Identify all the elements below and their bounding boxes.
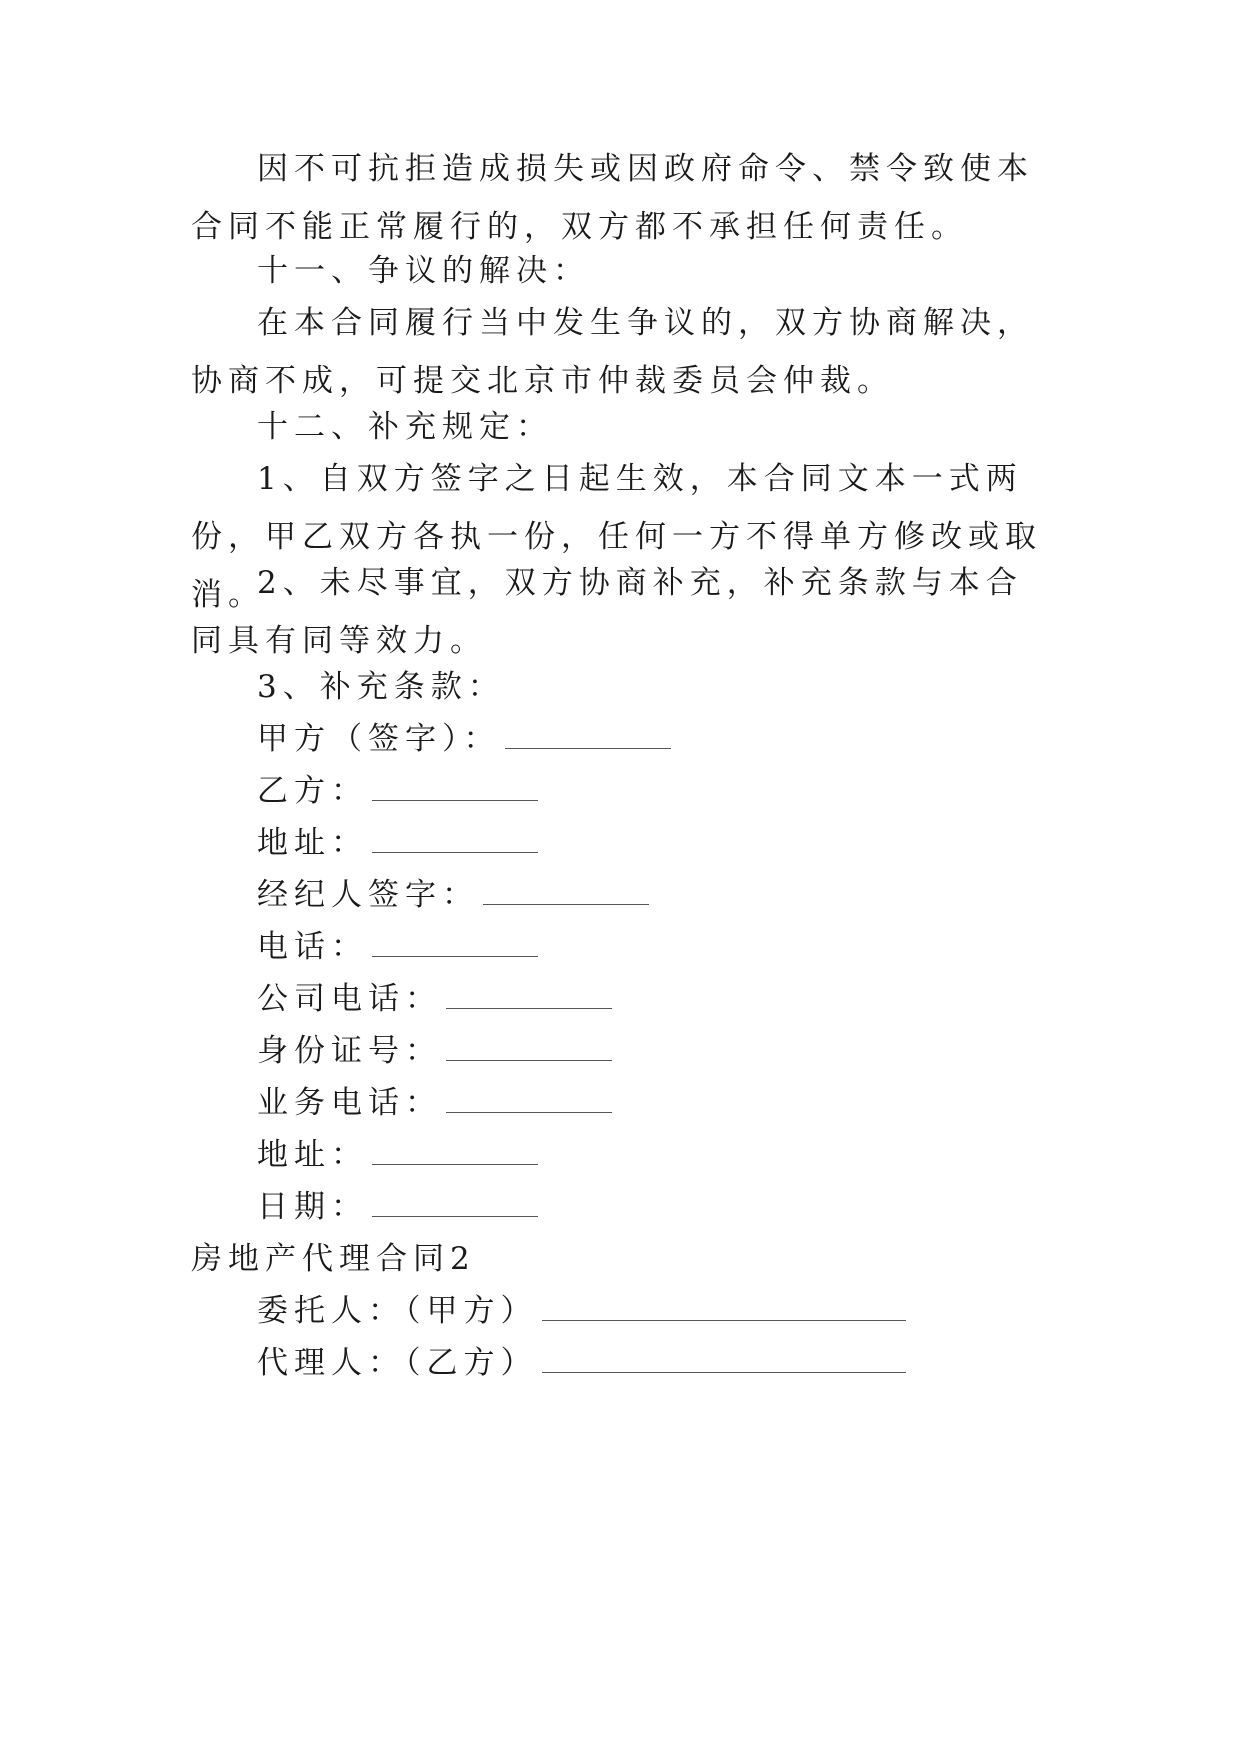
date-label: 日期： [257, 1189, 368, 1225]
section-12-item-2: 2、未尽事宜，双方协商补充，补充条款与本合同具有同等效力。 [191, 565, 1023, 659]
agent-sign-label: 经纪人签字： [257, 877, 479, 913]
force-majeure-paragraph: 因不可抗拒造成损失或因政府命令、禁令致使本合同不能正常履行的，双方都不承担任何责任。 [191, 151, 1034, 245]
section-12-item-1: 1、自双方签字之日起生效，本合同文本一式两份，甲乙双方各执一份，任何一方不得单方修改或取消。 [191, 461, 1042, 613]
address-label-2: 地址： [257, 1137, 368, 1173]
party-a-label: 甲方（签字）： [257, 721, 501, 757]
section-12-heading: 十二、补充规定： [257, 409, 553, 445]
contract-2-title: 房地产代理合同2 [191, 1241, 476, 1277]
agent-field [257, 1334, 906, 1392]
phone-blank[interactable] [372, 956, 538, 957]
address-field-1 [257, 814, 538, 872]
section-11-body: 在本合同履行当中发生争议的，双方协商解决，协商不成，可提交北京市仲裁委员会仲裁。 [191, 305, 1034, 399]
agent-sign-field [257, 866, 649, 924]
business-phone-label: 业务电话： [257, 1085, 442, 1121]
company-phone-field [257, 970, 612, 1028]
party-a-field [257, 710, 671, 768]
phone-label: 电话： [257, 929, 368, 965]
principal-label: 委托人：（甲方） [257, 1293, 538, 1329]
address-blank-2[interactable] [372, 1164, 538, 1165]
agent-label: 代理人：（乙方） [257, 1345, 538, 1381]
business-phone-blank[interactable] [446, 1112, 612, 1113]
party-b-blank[interactable] [372, 800, 538, 801]
id-number-field [257, 1022, 612, 1080]
section-11-heading: 十一、争议的解决： [257, 253, 590, 289]
party-b-field [257, 762, 538, 820]
address-blank-1[interactable] [372, 852, 538, 853]
principal-blank[interactable] [542, 1320, 906, 1321]
agent-sign-blank[interactable] [483, 904, 649, 905]
date-field [257, 1178, 538, 1236]
address-label-1: 地址： [257, 825, 368, 861]
date-blank[interactable] [372, 1216, 538, 1217]
agent-blank[interactable] [542, 1372, 906, 1373]
company-phone-label: 公司电话： [257, 981, 442, 1017]
section-12-item-3: 3、补充条款： [257, 669, 505, 705]
business-phone-field [257, 1074, 612, 1132]
id-number-blank[interactable] [446, 1060, 612, 1061]
phone-field [257, 918, 538, 976]
principal-field [257, 1282, 906, 1340]
party-b-label: 乙方： [257, 773, 368, 809]
party-a-blank[interactable] [505, 748, 671, 749]
address-field-2 [257, 1126, 538, 1184]
company-phone-blank[interactable] [446, 1008, 612, 1009]
id-number-label: 身份证号： [257, 1033, 442, 1069]
